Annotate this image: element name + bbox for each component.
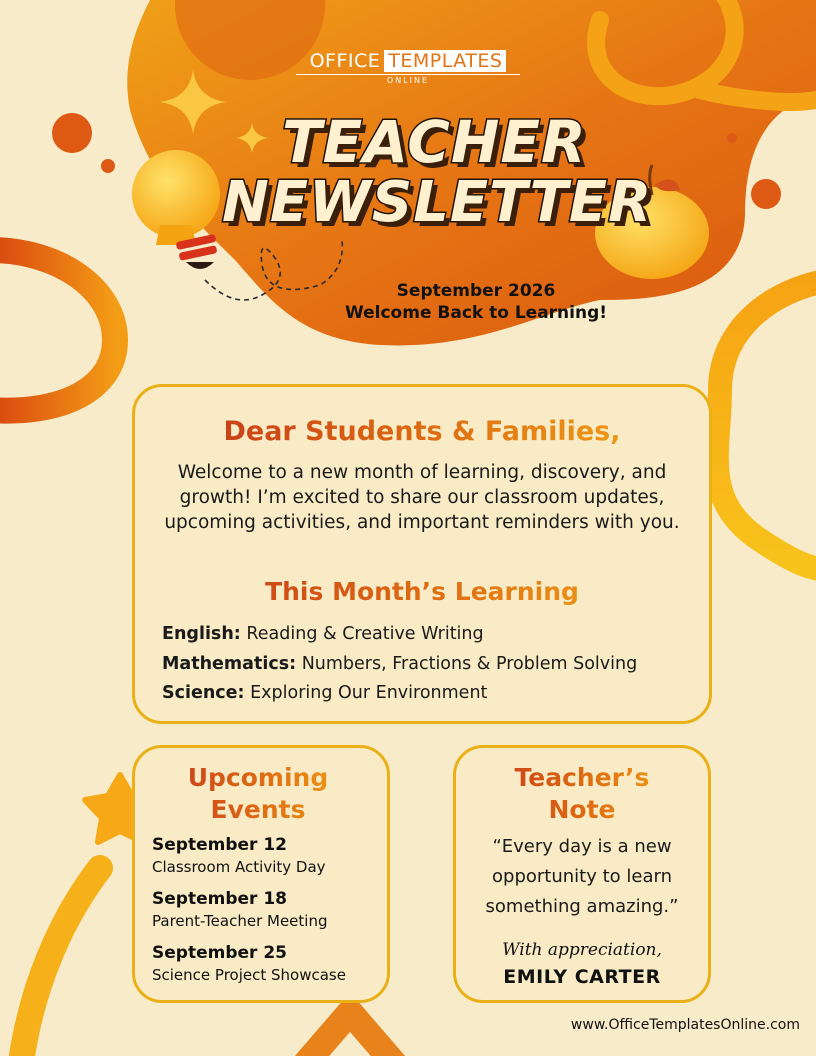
event-name: Classroom Activity Day: [152, 858, 326, 876]
subject-topic: Exploring Our Environment: [250, 683, 488, 703]
event-date: September 18: [152, 889, 287, 909]
title-line-2: NEWSLETTER: [222, 170, 653, 235]
subject-label: Science:: [162, 683, 245, 703]
note-heading: [470, 762, 694, 826]
event-item: [152, 942, 384, 986]
events-list: [152, 834, 384, 996]
teacher-name: EMILY CARTER: [503, 966, 661, 988]
greeting-heading: Dear Students & Families,: [160, 416, 684, 447]
learning-heading: This Month’s Learning: [160, 577, 684, 606]
event-item: [152, 834, 384, 878]
events-heading-line-2: Events: [210, 795, 306, 824]
subject-label: English:: [162, 624, 241, 644]
subject-topic: Numbers, Fractions & Problem Solving: [301, 653, 638, 674]
header-info: [320, 280, 632, 324]
subject-item: [162, 650, 702, 680]
subject-list: [162, 620, 702, 709]
brand-logo: [296, 50, 520, 85]
subject-topic: Reading & Creative Writing: [246, 624, 484, 644]
subject-label: Mathematics:: [162, 653, 297, 674]
tagline: Welcome Back to Learning!: [344, 303, 608, 323]
note-heading-line-1: Teacher’s: [514, 763, 650, 792]
title-line-1: TEACHER: [282, 108, 587, 176]
lightbulb-icon: [132, 150, 220, 269]
logo-word-office: OFFICE: [309, 50, 381, 72]
event-item: [152, 888, 384, 932]
events-heading: [150, 762, 366, 826]
event-name: Parent-Teacher Meeting: [152, 912, 328, 930]
logo-sub: ONLINE: [296, 74, 520, 85]
issue-date: September 2026: [396, 281, 556, 301]
website-link[interactable]: www.OfficeTemplatesOnline.com: [570, 1017, 800, 1033]
event-date: September 25: [152, 943, 287, 963]
teacher-quote: “Every day is a new opportunity to learn something amazing.”: [485, 836, 679, 917]
events-heading-line-1: Upcoming: [187, 763, 329, 792]
subject-item: [162, 620, 702, 650]
signoff: With appreciation,: [502, 940, 662, 960]
welcome-message: Welcome to a new month of learning, discovery, and growth! I’m excited to share our classroom updates, upcoming activities, and important reminders with you.: [164, 462, 680, 533]
event-date: September 12: [152, 835, 287, 855]
note-heading-line-2: Note: [548, 795, 616, 824]
subject-item: [162, 679, 702, 709]
logo-word-templates: TEMPLATES: [384, 50, 506, 72]
event-name: Science Project Showcase: [152, 966, 346, 984]
